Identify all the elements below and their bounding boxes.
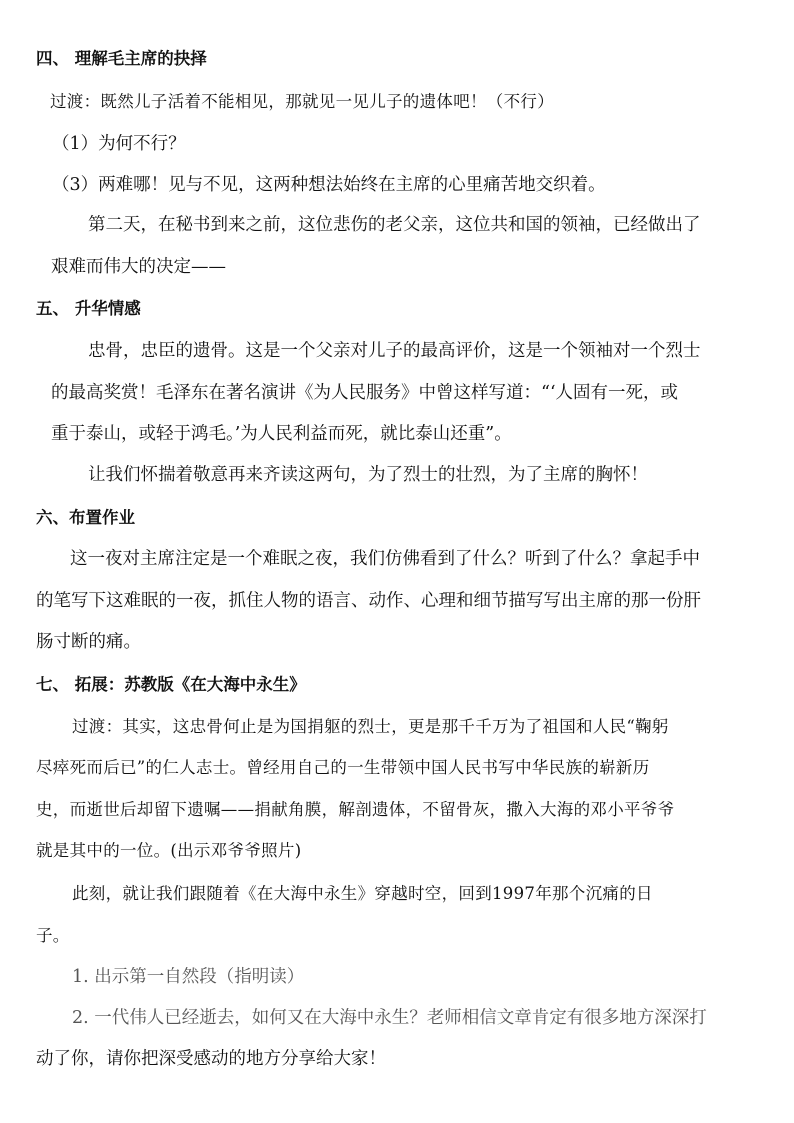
section-7-paragraph-line-1: 此刻，就让我们跟随着《在大海中永生》穿越时空，回到1997年那个沉痛的日 bbox=[72, 884, 653, 903]
section-5-heading: 五、 升华情感 bbox=[36, 299, 141, 318]
section-5-paragraph-1-line-3: 重于泰山，或轻于鸿毛。’为人民利益而死，就比泰山还重”。 bbox=[51, 424, 512, 444]
section-7-transition-line-3: 史，而逝世后却留下遗嘱——捐献角膜，解剖遗体，不留骨灰，撒入大海的邓小平爷爷 bbox=[36, 800, 675, 819]
section-7-transition-line-2: 尽瘁死而后已”的仁人志士。曾经用自己的一生带领中国人民书写中华民族的崭新历 bbox=[36, 758, 650, 777]
section-6-line-1: 这一夜对主席注定是一个难眠之夜，我们仿佛看到了什么？听到了什么？拿起手中 bbox=[70, 549, 700, 569]
section-7-item-2-line-2: 动了你，请你把深受感动的地方分享给大家！ bbox=[36, 1049, 386, 1069]
section-7-heading: 七、 拓展：苏教版《在大海中永生》 bbox=[36, 675, 306, 694]
section-5-paragraph-2: 让我们怀揣着敬意再来齐读这两句，为了烈士的壮烈，为了主席的胸怀！ bbox=[88, 465, 648, 485]
section-5-paragraph-1-line-2: 的最高奖赏！毛泽东在著名演讲《为人民服务》中曾这样写道：“‘人固有一死，或 bbox=[51, 383, 679, 403]
section-6-line-2: 的笔写下这难眠的一夜，抓住人物的语言、动作、心理和细节描写写出主席的那一份肝 bbox=[36, 591, 701, 611]
section-7-transition-line-4: 就是其中的一位。(出示邓爷爷照片) bbox=[36, 841, 302, 860]
section-7-item-1: 1. 出示第一自然段（指明读） bbox=[72, 967, 305, 987]
section-4-question-1: （1）为何不行？ bbox=[52, 134, 186, 154]
section-4-paragraph-line-1: 第二天，在秘书到来之前，这位悲伤的老父亲，这位共和国的领袖，已经做出了 bbox=[88, 215, 701, 235]
section-4-question-3: （3）两难哪！见与不见，这两种想法始终在主席的心里痛苦地交织着。 bbox=[52, 175, 606, 195]
section-7-paragraph-line-2: 子。 bbox=[36, 926, 70, 945]
section-6-line-3: 肠寸断的痛。 bbox=[36, 632, 141, 652]
section-6-heading: 六、布置作业 bbox=[36, 508, 135, 527]
section-5-paragraph-1-line-1: 忠骨，忠臣的遗骨。这是一个父亲对儿子的最高评价，这是一个领袖对一个烈士 bbox=[88, 341, 701, 361]
section-7-item-2-line-1: 2. 一代伟人已经逝去，如何又在大海中永生？老师相信文章肯定有很多地方深深打 bbox=[72, 1008, 707, 1028]
section-7-transition-line-1: 过渡：其实，这忠骨何止是为国捐躯的烈士，更是那千千万为了祖国和人民“鞠躬 bbox=[72, 717, 669, 736]
section-4-heading: 四、 理解毛主席的抉择 bbox=[36, 49, 207, 68]
section-4-paragraph-line-2: 艰难而伟大的决定—— bbox=[51, 257, 226, 277]
section-4-transition: 过渡：既然儿子活着不能相见，那就见一见儿子的遗体吧！（不行） bbox=[50, 92, 554, 111]
